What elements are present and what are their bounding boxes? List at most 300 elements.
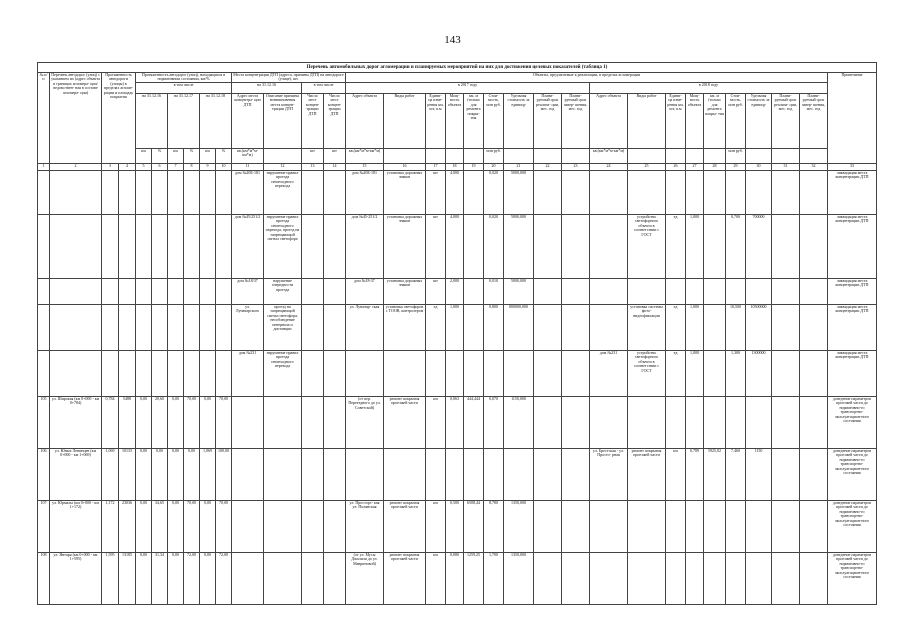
obj-addr-2018: Адрес объекта [590,94,628,149]
term [534,171,562,215]
unit-cost: 5000,000 [504,171,534,215]
empty-cell [302,553,324,605]
term-2018 [800,305,828,351]
term [562,305,590,351]
work-type-2018 [628,501,666,553]
empty-cell [200,351,216,397]
table-row [38,501,877,553]
empty-cell [152,305,168,351]
empty-cell [264,449,302,501]
u-kvkm-1: кв.(км*м*м-км*м) [232,149,264,164]
norm-2017-pct: 70,00 [184,397,200,449]
capacity-2018: 1,000 [686,305,704,351]
table-row [38,351,877,397]
length-km: 1,172 [102,501,119,553]
term-2018 [772,397,800,449]
cost: 1,700 [484,553,504,605]
cost-2018 [726,553,746,605]
capacity: 4,000 [446,171,464,215]
dtp-reason: Описание причины возникновения места концен- трации ДТП [264,94,302,149]
empty-cell [119,171,136,215]
empty-cell [184,351,200,397]
dtp-count [324,171,346,215]
work-type: ремонт покрытия проезжей части [384,501,426,553]
column-number: 24 [590,164,628,171]
norm-2017-km: 0,00 [168,397,184,449]
empty-cell [264,397,302,449]
cost: 0,070 [484,397,504,449]
term-2018 [800,553,828,605]
norm-2017-km: 0,00 [168,449,184,501]
note: ликвидация места концентрации ДТП [828,279,877,305]
column-number: 3 [102,164,119,171]
road-name: ул. Юных Ленинцев (км 0+000 - км 1+069) [50,449,102,501]
empty-cell [152,351,168,397]
capacity [446,449,464,501]
incl-normative: в том числе [136,83,232,94]
col-length-normative: Протяженность автодорог (улиц), находящихся в нормативном состоянии, км/% [136,73,232,83]
term-2018 [800,279,828,305]
norm-2017-km: 0,00 [168,553,184,605]
page-number: 143 [444,34,461,46]
empty-cell [136,351,152,397]
column-number: 1 [38,164,50,171]
u-km-3: км [200,149,216,164]
term [534,279,562,305]
object-address [346,449,384,501]
empty-cell [136,305,152,351]
empty-cell [168,171,184,215]
unit-cost: 5000,000 [504,215,534,279]
object-address: (от ул. Мусы Джалиля до ул. Мавриновой) [346,553,384,605]
column-number: 27 [686,164,704,171]
empty-cell [324,397,346,449]
norm-2017: на 31.12.17 [168,94,200,149]
u-kvkm-2: кв.(км*м*м-км*м) [346,149,384,164]
repair-2018 [704,351,726,397]
cost-2018: 10,500 [726,305,746,351]
column-number: 16 [384,164,426,171]
column-number: 17 [426,164,446,171]
empty-cell [152,215,168,279]
unit-2018 [666,279,686,305]
empty-cell [200,279,216,305]
empty-cell [136,171,152,215]
repair [464,305,484,351]
length-km: 1,595 [102,553,119,605]
column-number: 30 [746,164,772,171]
norm-2018-km: 1,069 [200,449,216,501]
empty-cell [38,279,50,305]
row-number: 107 [38,501,50,553]
term-2018 [800,501,828,553]
note: доведение параметров проезжей части до нормативно-го транспортно-эксплуатацион-ного состояния [828,397,877,449]
cost: 0,020 [484,171,504,215]
empty-cell [302,501,324,553]
length-km: 1,069 [102,449,119,501]
unit: км [426,553,446,605]
capacity-2018 [686,171,704,215]
dtp-address: дом №231 [232,351,264,397]
unit: шт [426,279,446,305]
row-number: 105 [38,397,50,449]
work-type [384,449,426,501]
unit-cost: 1150,000 [504,397,534,449]
unit-cost: 1350,000 [504,553,534,605]
term [562,397,590,449]
col-note: Примечание [828,73,877,164]
capacity: 1,000 [446,305,464,351]
empty-cell [38,305,50,351]
dtp-count [302,279,324,305]
dtp-reason: нарушение правил проезда пешеходного перехода, проезд на запрещающий сигнал светофора [264,215,302,279]
repair-2018 [704,501,726,553]
work-type-2018 [628,279,666,305]
work-type [384,351,426,397]
empty-cell [50,351,102,397]
empty-cell [102,171,119,215]
column-number: 33 [828,164,877,171]
column-number: 32 [800,164,828,171]
capacity-2017: Мощ- ность объекта [446,94,464,149]
dtp-count [324,305,346,351]
note: ликвидация места концентрации ДТП [828,171,877,215]
capacity-2018: Мощ- ность объекта [686,94,704,149]
norm-2016-pct: 20,60 [152,397,168,449]
capacity [446,351,464,397]
unit: км [426,397,446,449]
dtp-address: ул. Луначарского [232,305,264,351]
repair [464,351,484,397]
length-km: 0,784 [102,397,119,449]
dtp-count [302,351,324,397]
road-name: ул. Юрмалы (км 0+000 - км 1+172) [50,501,102,553]
unit-2018: ед [666,305,686,351]
empty-cell [136,279,152,305]
capacity-2018: 1,000 [686,215,704,279]
term-2018 [772,449,800,501]
column-number: 21 [504,164,534,171]
repair: 444,444 [464,397,484,449]
work-type: установка светофоров с ТООВ, контролером [384,305,426,351]
dtp-count [302,305,324,351]
repair-2017: км. м (только для ремонта покры- тия [464,94,484,149]
unit-cost-2018 [746,279,772,305]
object-address: (от пер. Переездного до ул. Советской) [346,397,384,449]
unit: км [426,501,446,553]
u-sht-1: шт [302,149,324,164]
column-number: 26 [666,164,686,171]
row-number: 108 [38,553,50,605]
term [562,351,590,397]
unit-cost-2018: 700000 [746,215,772,279]
u-sht-2: шт [324,149,346,164]
capacity: 0,080 [446,553,464,605]
empty-cell [152,279,168,305]
table-row [38,171,877,215]
empty-cell [119,351,136,397]
work-type-2018 [628,397,666,449]
empty-cell [216,351,232,397]
capacity-2018 [686,397,704,449]
norm-2016-km: 0,00 [136,553,152,605]
norm-2018-pct: 72,00 [216,553,232,605]
cost-2018 [726,279,746,305]
unit-2017: Едини- ца изме- рения км, шт, п.м [426,94,446,149]
table-row [38,397,877,449]
norm-2017-pct: 70,00 [184,501,200,553]
empty-cell [102,279,119,305]
obj-addr-2017: Адрес объекта [346,94,384,149]
dtp-count [302,171,324,215]
object-address-2018 [590,501,628,553]
object-address-2018 [590,305,628,351]
note: доведение параметров проезжей части до нормативно-го транспортно-эксплуатацион-ного состояния [828,501,877,553]
table-row [38,449,877,501]
col-no: № п/п [38,73,50,164]
cost [484,449,504,501]
empty-cell [264,501,302,553]
u-pct-3: % [216,149,232,164]
column-number: 12 [264,164,302,171]
work-type-2018: установка системы фото- видеофиксации [628,305,666,351]
empty-cell [200,171,216,215]
u-pct-2: % [184,149,200,164]
term [534,305,562,351]
plan-2018: в 2018 году [590,83,828,94]
norm-2018-pct: 100,00 [216,449,232,501]
empty-cell [119,305,136,351]
norm-2017-km: 0,00 [168,501,184,553]
object-address: дом №20Б-181 [346,171,384,215]
unit-cost-2018: 10500000 [746,305,772,351]
cost-2017: Стои- мость, млн руб. [484,94,504,149]
work-type: установка дорожных знаков [384,279,426,305]
empty-cell [264,553,302,605]
term2-2018: Плани- руемый срок завер- шения, мес. год [800,94,828,149]
repair-2018 [704,171,726,215]
norm-2017-pct: 0,00 [184,449,200,501]
unit-2018 [666,171,686,215]
term [562,449,590,501]
unit: шт [426,171,446,215]
empty-cell [216,279,232,305]
road-name: ул. Широкая (км 0+000 - км 0+784) [50,397,102,449]
cost: 0,010 [484,279,504,305]
dtp-address: дом №20Б-181 [232,171,264,215]
repair: 1259,25 [464,553,484,605]
term [534,397,562,449]
norm-2016-pct: 31,34 [152,553,168,605]
term-2018 [800,351,828,397]
column-number: 29 [726,164,746,171]
unit-2018: км [666,449,686,501]
work-type-2018: устройство светофорного объекта в соответствии с ГОСТ [628,351,666,397]
term [534,449,562,501]
term-2018: Плани- руемый срок реализа- ции, мес. год [772,94,800,149]
empty-cell [324,449,346,501]
term [562,215,590,279]
u-kvkm-3: кв.(км*м*м-км*м) [590,149,628,164]
cost-2018 [726,501,746,553]
term [562,553,590,605]
repair-2018: 5925,02 [704,449,726,501]
work-type: ремонт покрытия проезжей части [384,397,426,449]
norm-2016: на 31.12.16 [136,94,168,149]
empty-cell [324,501,346,553]
unit-2018: ед [666,215,686,279]
u-km-1: км [136,149,152,164]
repair-2018: км. м (только для ремонта покры- тия [704,94,726,149]
empty-cell [302,397,324,449]
empty-cell [216,305,232,351]
repair-2018 [704,397,726,449]
norm-2016-km: 0,00 [136,501,152,553]
empty-cell [200,215,216,279]
norm-2016-km: 0,00 [136,449,152,501]
capacity: 2,000 [446,279,464,305]
norm-2018-pct: 70,00 [216,501,232,553]
dtp-reason: проезд на запрещающий сигнал светофора, несоблюдение интервала и дистанции [264,305,302,351]
area: 23036 [119,501,136,553]
norm-2016-km: 0,00 [136,397,152,449]
column-number: 15 [346,164,384,171]
object-address: дом №18-37 [346,279,384,305]
column-number: 6 [152,164,168,171]
u-pct-1: % [152,149,168,164]
norm-2016-pct: 0,00 [152,449,168,501]
empty-cell [184,215,200,279]
col-length-total: Протяженность автодороги (улицы) в пределах агломе- рации и площадь покрытия [102,73,136,164]
dtp-count-2017: Число мест концен- трации ДТП [302,94,324,149]
empty-cell [152,171,168,215]
unit-cost-2018 [746,553,772,605]
term-2018 [772,501,800,553]
capacity-2018 [686,279,704,305]
term [562,279,590,305]
dtp-reason: нарушение правил проезда пешеходного перехода [264,351,302,397]
cost: 8,780 [484,501,504,553]
column-number: 9 [200,164,216,171]
column-number: 13 [302,164,324,171]
repair-2018 [704,279,726,305]
work-type-2017: Виды работ [384,94,426,149]
note: ликвидация места концентрации ДТП [828,215,877,279]
empty-cell [50,215,102,279]
cost: 0,020 [484,215,504,279]
object-address-2018 [590,397,628,449]
repair-2018 [704,305,726,351]
empty-cell [50,279,102,305]
repair [464,449,484,501]
empty-cell [184,279,200,305]
empty-cell [232,397,264,449]
cost-2018 [726,171,746,215]
table-row [38,215,877,279]
work-type: ремонт покрытия проезжей части [384,553,426,605]
capacity-2018: 1,000 [686,351,704,397]
capacity-2018: 0,789 [686,449,704,501]
term [562,501,590,553]
column-number: 28 [704,164,726,171]
dtp-reason: нарушение очередности проезда [264,279,302,305]
unit-2018 [666,501,686,553]
empty-cell [324,553,346,605]
column-number: 7 [168,164,184,171]
unit-2018: Едини- ца изме- рения км, шт, п.м [666,94,686,149]
term-2018 [800,171,828,215]
repair: 6508,44 [464,501,484,553]
unit-cost-2018 [746,501,772,553]
table-row [38,305,877,351]
u-km-2: км [168,149,184,164]
object-address-2018 [590,171,628,215]
repair [464,279,484,305]
object-address: ул. Луначар- ская [346,305,384,351]
repair-2018 [704,553,726,605]
road-name: ул. Янтаря (км 0+000 - км 1+595) [50,553,102,605]
col-dtp-places: Места концентрации ДТП (адреса, причины ДТП) на автодороге (улице), шт. [233,72,344,82]
capacity: 4,000 [446,215,464,279]
capacity-2018 [686,501,704,553]
empty-cell [50,171,102,215]
note: доведение параметров проезжей части до нормативно-го транспортно-эксплуатацион-ного состояния [828,449,877,501]
dtp-count [324,351,346,397]
plan-2017: в 2017 году [346,83,590,94]
cost-2018: Стои- мость, млн руб. [726,94,746,149]
unit-2018 [666,553,686,605]
empty-cell [302,449,324,501]
column-numbers-row [38,164,877,171]
term-2018 [772,305,800,351]
empty-cell [216,171,232,215]
repair [464,215,484,279]
empty-cell [119,215,136,279]
note: ликвидация места концентрации ДТП [828,351,877,397]
dtp-address: дом №45/251/2 [232,215,264,279]
object-address-2018 [590,279,628,305]
table-row [38,279,877,305]
unit-2018: ед [666,351,686,397]
empty-cell [102,351,119,397]
unit [426,449,446,501]
object-address-2018 [590,553,628,605]
empty-cell [184,171,200,215]
norm-2018-km: 0,00 [200,501,216,553]
note: доведение параметров проезжей части до нормативно-го транспортно-эксплуатацион-ного состояния [828,553,877,605]
norm-2018-km: 0,00 [200,397,216,449]
object-address-2018: дом №231 [590,351,628,397]
empty-cell [50,305,102,351]
column-number: 31 [772,164,800,171]
column-number: 8 [184,164,200,171]
empty-cell [200,305,216,351]
dtp-addr: Адрес места концентра- ции ДТП [232,94,264,149]
cost-2018 [726,397,746,449]
term [534,501,562,553]
column-number: 23 [562,164,590,171]
term [534,215,562,279]
empty-cell [119,279,136,305]
dtp-count [324,279,346,305]
column-number: 19 [464,164,484,171]
cost-2018: 7,460 [726,449,746,501]
cost-2018: 0,700 [726,215,746,279]
unit: ед [426,305,446,351]
dtp-incl: в том числе [302,83,346,94]
object-address: ул. Просторс- кая ул. Полянская [346,501,384,553]
empty-cell [232,449,264,501]
